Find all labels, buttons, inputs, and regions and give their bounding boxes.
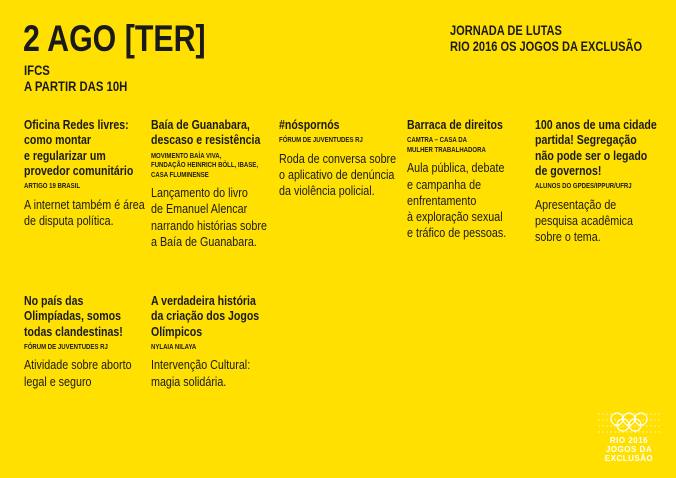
event-title-line: A verdadeira história <box>151 294 256 308</box>
event-organizer-line: ARTIGO 19 BRASIL <box>24 181 81 191</box>
event-card <box>407 118 533 241</box>
event-description <box>24 357 150 389</box>
event-organizer <box>279 135 405 145</box>
event-title-line: Baía de Guanabara, <box>151 118 250 132</box>
event-card <box>279 118 405 199</box>
event-description-line: pesquisa acadêmica <box>535 212 634 228</box>
event-title-line: da criação dos Jogos <box>151 309 260 324</box>
campaign-line-1: JORNADA DE LUTAS <box>450 23 562 38</box>
event-card <box>151 294 277 390</box>
campaign-heading <box>450 23 642 55</box>
start-time: A PARTIR DAS 10H <box>24 79 128 94</box>
event-organizer-line: FUNDAÇÃO HEINRICH BÖLL, IBASE, <box>151 160 259 170</box>
event-card <box>24 118 150 229</box>
event-title-line: 100 anos de uma cidade <box>535 118 657 132</box>
event-description-line: Lançamento do livro <box>151 185 248 201</box>
event-title-line: Oficina Redes livres: <box>24 118 129 132</box>
olympic-rings-icon <box>598 410 660 436</box>
event-organizer <box>151 342 277 352</box>
event-title <box>24 294 150 340</box>
event-description-line: Intervenção Cultural: <box>151 357 251 373</box>
event-description <box>535 197 661 246</box>
venue-block <box>24 63 127 95</box>
event-description-line: da violência policial. <box>279 183 375 199</box>
event-title-line: descaso e resistência <box>151 133 261 148</box>
event-organizer-line: CAMTRA – CASA DA <box>407 135 467 145</box>
event-description <box>24 197 150 229</box>
logo-line-2: JOGOS DA <box>605 445 653 454</box>
event-title-line: de governos! <box>535 163 602 178</box>
event-organizer-line: FÓRUM DE JUVENTUDES RJ <box>279 135 363 145</box>
rio2016-exclusion-logo <box>598 410 660 468</box>
venue-name: IFCS <box>24 63 50 78</box>
event-organizer <box>151 151 277 180</box>
event-description-line: Atividade sobre aborto <box>24 357 132 373</box>
event-description <box>407 160 533 241</box>
event-description-line: à exploração sexual <box>407 208 503 224</box>
event-title-line: Barraca de direitos <box>407 118 503 132</box>
event-description-line: magia solidária. <box>151 373 227 389</box>
event-description-line: narrando histórias sobre <box>151 217 267 233</box>
event-description-line: sobre o tema. <box>535 229 601 245</box>
event-title-line: e regularizar um <box>24 148 106 163</box>
event-description-line: Apresentação de <box>535 196 617 212</box>
event-description-line: o aplicativo de denúncia <box>279 167 395 182</box>
event-description-line: Roda de conversa sobre <box>279 150 397 166</box>
page-title: 2 AGO [TER] <box>23 18 206 59</box>
event-card <box>151 118 277 250</box>
event-description-line: legal e seguro <box>24 373 92 389</box>
event-title-line: partida! Segregação <box>535 133 637 148</box>
event-organizer-line: CASA FLUMINENSE <box>151 169 209 179</box>
event-organizer-line: FÓRUM DE JUVENTUDES RJ <box>24 341 108 351</box>
event-title-line: todas clandestinas! <box>24 324 123 339</box>
event-description-line: a Baía de Guanabara. <box>151 233 257 249</box>
event-title <box>279 118 405 133</box>
event-title-line: Olimpíadas, somos <box>24 309 122 324</box>
event-organizer-line: NYLAIA NILAYA <box>151 341 197 351</box>
event-description-line: de disputa política. <box>24 212 114 228</box>
event-organizer <box>407 135 533 154</box>
event-description-line: e tráfico de pessoas. <box>407 225 507 241</box>
event-card <box>24 294 150 390</box>
event-description <box>151 357 277 389</box>
event-title-line: provedor comunitário <box>24 163 134 178</box>
event-title <box>151 118 277 149</box>
campaign-line-2: RIO 2016 OS JOGOS DA EXCLUSÃO <box>450 39 643 54</box>
event-title <box>24 118 150 179</box>
logo-line-3: EXCLUSÃO <box>604 454 654 463</box>
event-organizer <box>535 181 661 191</box>
event-organizer-line: MOVIMENTO BAÍA VIVA, <box>151 150 222 160</box>
event-description-line: Aula pública, debate <box>407 160 505 176</box>
event-title-line: não pode ser o legado <box>535 148 648 163</box>
event-title <box>535 118 661 179</box>
event-description-line: enfrentamento <box>407 192 477 208</box>
event-organizer-line: MULHER TRABALHADORA <box>407 144 486 154</box>
event-description-line: e campanha de <box>407 176 482 192</box>
event-description <box>151 185 277 250</box>
event-description-line: A internet também é área <box>24 196 145 212</box>
event-description <box>279 151 405 200</box>
event-card <box>535 118 661 245</box>
event-description-line: de Emanuel Alencar <box>151 201 248 217</box>
event-title-line: No país das <box>24 294 84 308</box>
event-organizer <box>24 181 150 191</box>
event-organizer <box>24 342 150 352</box>
event-title-line: Olímpicos <box>151 324 203 339</box>
event-title <box>407 118 533 133</box>
event-organizer-line: ALUNOS DO GPDES/IPPUR/UFRJ <box>535 181 632 191</box>
event-title-line: como montar <box>24 133 92 148</box>
logo-line-1: RIO 2016 <box>609 436 649 445</box>
event-title-line: #nóspornós <box>279 118 340 132</box>
event-title <box>151 294 277 340</box>
